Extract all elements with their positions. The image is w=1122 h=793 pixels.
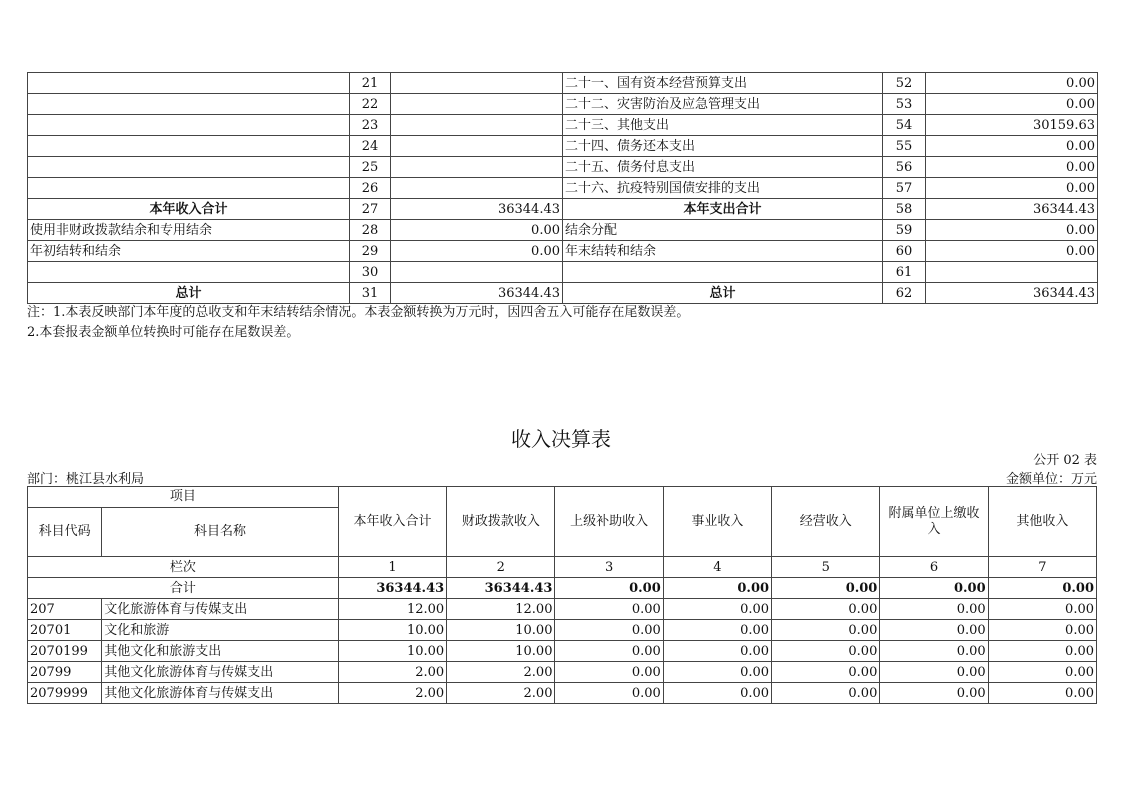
summary-row bbox=[28, 178, 1098, 199]
col-number: 5 bbox=[772, 557, 880, 578]
summary-row bbox=[28, 94, 1098, 115]
income-value: 0.00 bbox=[391, 220, 563, 241]
subject-name: 其他文化和旅游支出 bbox=[102, 641, 339, 662]
total-value: 0.00 bbox=[880, 578, 988, 599]
income-value bbox=[391, 178, 563, 199]
subject-code: 2079999 bbox=[28, 683, 102, 704]
summary-row bbox=[28, 220, 1098, 241]
expense-label: 本年支出合计 bbox=[563, 199, 883, 220]
expense-value: 0.00 bbox=[926, 136, 1098, 157]
amount-cell: 10.00 bbox=[447, 620, 555, 641]
total-label: 合计 bbox=[28, 578, 339, 599]
expense-label: 二十四、债务还本支出 bbox=[563, 136, 883, 157]
expense-value: 0.00 bbox=[926, 241, 1098, 262]
amount-cell: 0.00 bbox=[663, 662, 771, 683]
total-value: 0.00 bbox=[988, 578, 1096, 599]
total-row bbox=[28, 578, 1097, 599]
amount-cell: 0.00 bbox=[663, 620, 771, 641]
subject-name: 其他文化旅游体育与传媒支出 bbox=[102, 662, 339, 683]
col-number: 7 bbox=[988, 557, 1096, 578]
amount-cell: 0.00 bbox=[663, 599, 771, 620]
total-value: 36344.43 bbox=[447, 578, 555, 599]
row-number: 31 bbox=[350, 283, 391, 304]
income-label: 本年收入合计 bbox=[28, 199, 350, 220]
header-item: 项目 bbox=[28, 487, 339, 508]
header-col-4: 事业收入 bbox=[663, 487, 771, 557]
income-value: 36344.43 bbox=[391, 283, 563, 304]
column-number-row bbox=[28, 557, 1097, 578]
amount-cell: 0.00 bbox=[772, 599, 880, 620]
summary-row bbox=[28, 73, 1098, 94]
summary-row bbox=[28, 115, 1098, 136]
income-label bbox=[28, 157, 350, 178]
subject-name: 文化旅游体育与传媒支出 bbox=[102, 599, 339, 620]
row-number: 29 bbox=[350, 241, 391, 262]
note-line-2: 2.本套报表金额单位转换时可能存在尾数误差。 bbox=[27, 325, 300, 340]
income-value bbox=[391, 94, 563, 115]
amount-cell: 0.00 bbox=[988, 620, 1096, 641]
income-label bbox=[28, 136, 350, 157]
amount-cell: 0.00 bbox=[988, 599, 1096, 620]
summary-row bbox=[28, 262, 1098, 283]
total-value: 36344.43 bbox=[338, 578, 446, 599]
amount-cell: 0.00 bbox=[555, 683, 663, 704]
subject-code: 2070199 bbox=[28, 641, 102, 662]
form-number: 公开 02 表 bbox=[1033, 453, 1097, 468]
row-number: 22 bbox=[350, 94, 391, 115]
table-row bbox=[28, 599, 1097, 620]
income-label: 年初结转和结余 bbox=[28, 241, 350, 262]
col-number: 6 bbox=[880, 557, 988, 578]
header-col-5: 经营收入 bbox=[772, 487, 880, 557]
header-col-6: 附属单位上缴收入 bbox=[880, 487, 988, 557]
income-value bbox=[391, 262, 563, 283]
expense-value: 0.00 bbox=[926, 157, 1098, 178]
row-number: 25 bbox=[350, 157, 391, 178]
header-col-2: 财政拨款收入 bbox=[447, 487, 555, 557]
amount-cell: 0.00 bbox=[880, 641, 988, 662]
income-value bbox=[391, 157, 563, 178]
row-number: 26 bbox=[350, 178, 391, 199]
amount-cell: 0.00 bbox=[663, 683, 771, 704]
expense-label: 结余分配 bbox=[563, 220, 883, 241]
expense-value: 0.00 bbox=[926, 94, 1098, 115]
income-value: 36344.43 bbox=[391, 199, 563, 220]
summary-row bbox=[28, 283, 1098, 304]
subject-name: 文化和旅游 bbox=[102, 620, 339, 641]
table-row bbox=[28, 683, 1097, 704]
col-number: 2 bbox=[447, 557, 555, 578]
row-number: 61 bbox=[883, 262, 926, 283]
subject-code: 20799 bbox=[28, 662, 102, 683]
row-number: 57 bbox=[883, 178, 926, 199]
summary-row bbox=[28, 136, 1098, 157]
amount-cell: 2.00 bbox=[447, 683, 555, 704]
expense-label: 年末结转和结余 bbox=[563, 241, 883, 262]
income-value: 0.00 bbox=[391, 241, 563, 262]
amount-cell: 12.00 bbox=[338, 599, 446, 620]
income-value bbox=[391, 115, 563, 136]
amount-cell: 0.00 bbox=[988, 683, 1096, 704]
subject-code: 207 bbox=[28, 599, 102, 620]
income-label: 使用非财政拨款结余和专用结余 bbox=[28, 220, 350, 241]
amount-cell: 10.00 bbox=[338, 620, 446, 641]
amount-cell: 10.00 bbox=[447, 641, 555, 662]
total-value: 0.00 bbox=[772, 578, 880, 599]
total-value: 0.00 bbox=[663, 578, 771, 599]
note-line-1: 注：1.本表反映部门本年度的总收支和年末结转结余情况。本表金额转换为万元时，因四舍五入可能存在尾数误差。 bbox=[27, 305, 690, 320]
expense-value: 0.00 bbox=[926, 220, 1098, 241]
expense-value: 36344.43 bbox=[926, 199, 1098, 220]
amount-cell: 0.00 bbox=[663, 641, 771, 662]
department-label: 部门：桃江县水利局 bbox=[27, 472, 145, 487]
expense-label: 二十二、灾害防治及应急管理支出 bbox=[563, 94, 883, 115]
amount-cell: 12.00 bbox=[447, 599, 555, 620]
amount-cell: 2.00 bbox=[338, 662, 446, 683]
amount-cell: 0.00 bbox=[772, 620, 880, 641]
expense-label: 总计 bbox=[563, 283, 883, 304]
summary-row bbox=[28, 241, 1098, 262]
expense-value bbox=[926, 262, 1098, 283]
header-name: 科目名称 bbox=[102, 508, 339, 557]
amount-cell: 0.00 bbox=[555, 620, 663, 641]
amount-cell: 0.00 bbox=[880, 683, 988, 704]
table-row bbox=[28, 662, 1097, 683]
amount-cell: 2.00 bbox=[338, 683, 446, 704]
amount-unit-label: 金额单位：万元 bbox=[1005, 472, 1097, 487]
row-number: 58 bbox=[883, 199, 926, 220]
expense-value: 0.00 bbox=[926, 73, 1098, 94]
amount-cell: 0.00 bbox=[772, 641, 880, 662]
income-label bbox=[28, 178, 350, 199]
table-row bbox=[28, 620, 1097, 641]
row-number: 30 bbox=[350, 262, 391, 283]
expense-label: 二十一、国有资本经营预算支出 bbox=[563, 73, 883, 94]
amount-cell: 0.00 bbox=[555, 641, 663, 662]
subject-name: 其他文化旅游体育与传媒支出 bbox=[102, 683, 339, 704]
header-code: 科目代码 bbox=[28, 508, 102, 557]
row-number: 54 bbox=[883, 115, 926, 136]
summary-row bbox=[28, 199, 1098, 220]
header-col-3: 上级补助收入 bbox=[555, 487, 663, 557]
income-label bbox=[28, 262, 350, 283]
expense-label bbox=[563, 262, 883, 283]
table-row bbox=[28, 641, 1097, 662]
row-number: 21 bbox=[350, 73, 391, 94]
header-col-7: 其他收入 bbox=[988, 487, 1096, 557]
expense-value: 30159.63 bbox=[926, 115, 1098, 136]
row-number: 59 bbox=[883, 220, 926, 241]
amount-cell: 2.00 bbox=[447, 662, 555, 683]
header-col-1: 本年收入合计 bbox=[338, 487, 446, 557]
summary-row bbox=[28, 157, 1098, 178]
expense-label: 二十六、抗疫特别国债安排的支出 bbox=[563, 178, 883, 199]
page-title: 收入决算表 bbox=[511, 427, 611, 451]
row-number: 52 bbox=[883, 73, 926, 94]
row-number: 24 bbox=[350, 136, 391, 157]
subject-code: 20701 bbox=[28, 620, 102, 641]
amount-cell: 0.00 bbox=[988, 641, 1096, 662]
row-number: 28 bbox=[350, 220, 391, 241]
amount-cell: 10.00 bbox=[338, 641, 446, 662]
row-number: 56 bbox=[883, 157, 926, 178]
row-number: 27 bbox=[350, 199, 391, 220]
col-number: 1 bbox=[338, 557, 446, 578]
expense-value: 0.00 bbox=[926, 178, 1098, 199]
expense-label: 二十三、其他支出 bbox=[563, 115, 883, 136]
row-number: 23 bbox=[350, 115, 391, 136]
expense-value: 36344.43 bbox=[926, 283, 1098, 304]
expense-label: 二十五、债务付息支出 bbox=[563, 157, 883, 178]
amount-cell: 0.00 bbox=[988, 662, 1096, 683]
col-number: 4 bbox=[663, 557, 771, 578]
income-label bbox=[28, 73, 350, 94]
row-number: 62 bbox=[883, 283, 926, 304]
income-label bbox=[28, 115, 350, 136]
amount-cell: 0.00 bbox=[880, 599, 988, 620]
income-label bbox=[28, 94, 350, 115]
row-number: 53 bbox=[883, 94, 926, 115]
total-value: 0.00 bbox=[555, 578, 663, 599]
lanci-label: 栏次 bbox=[28, 557, 339, 578]
amount-cell: 0.00 bbox=[772, 683, 880, 704]
row-number: 55 bbox=[883, 136, 926, 157]
row-number: 60 bbox=[883, 241, 926, 262]
amount-cell: 0.00 bbox=[880, 620, 988, 641]
summary-table bbox=[27, 72, 1098, 304]
col-number: 3 bbox=[555, 557, 663, 578]
income-value bbox=[391, 136, 563, 157]
income-value bbox=[391, 73, 563, 94]
amount-cell: 0.00 bbox=[880, 662, 988, 683]
header-row-1 bbox=[28, 487, 1097, 508]
amount-cell: 0.00 bbox=[555, 662, 663, 683]
income-table bbox=[27, 486, 1097, 704]
amount-cell: 0.00 bbox=[772, 662, 880, 683]
income-label: 总计 bbox=[28, 283, 350, 304]
amount-cell: 0.00 bbox=[555, 599, 663, 620]
